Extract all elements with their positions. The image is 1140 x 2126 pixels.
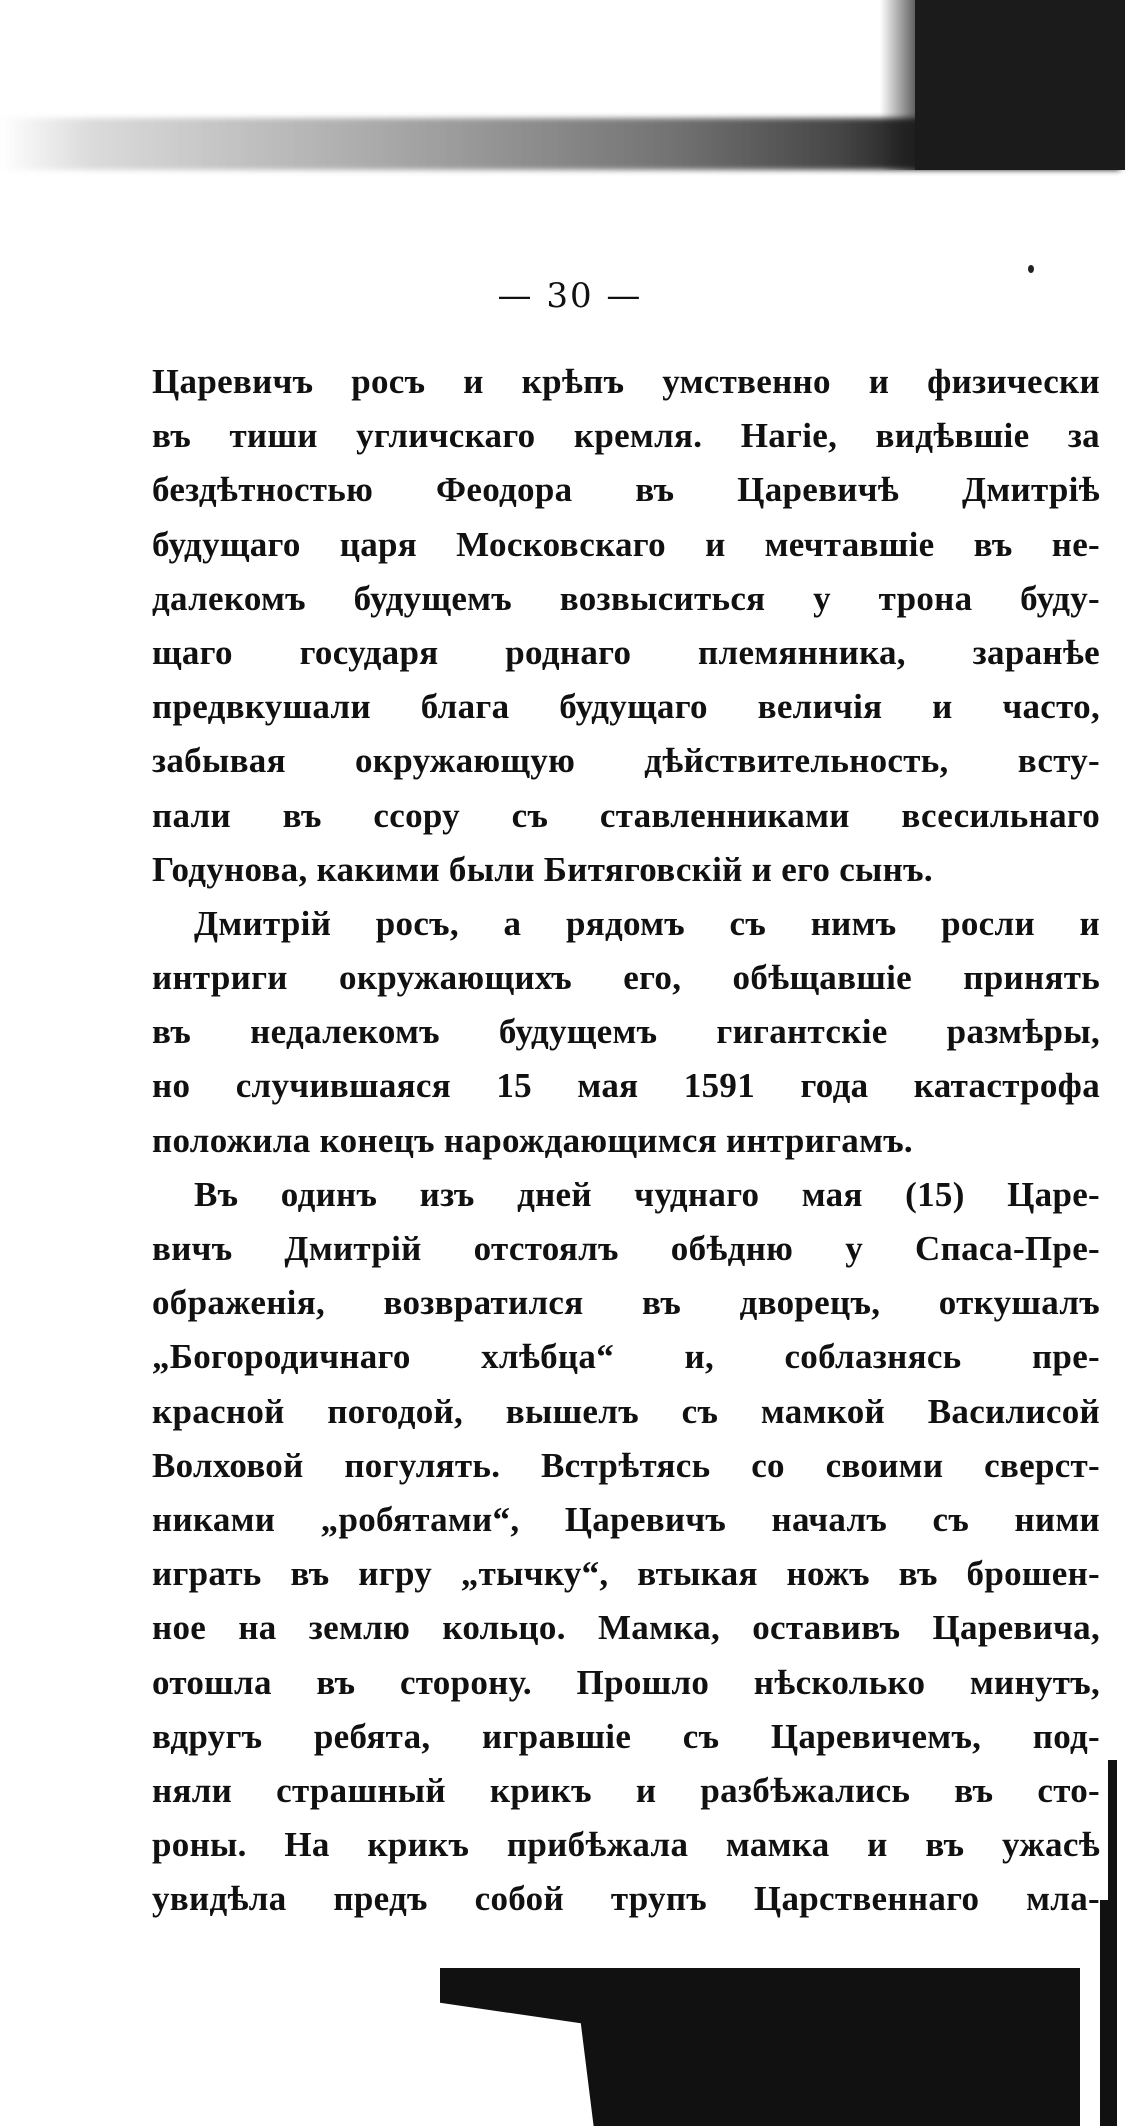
text-line: вдругъ ребята, игравшіе съ Царевичемъ, под- [152, 1716, 1100, 1756]
page-body-text [152, 355, 1100, 1926]
text-line: щаго государя роднаго племянника, заранѣе [152, 632, 1100, 672]
text-line: няли страшный крикъ и разбѣжались въ сто- [152, 1770, 1100, 1810]
text-line: „Богородичнаго хлѣбца“ и, соблазнясь пре- [152, 1337, 1100, 1377]
text-line: положила конецъ нарождающимся интригамъ. [152, 1120, 913, 1160]
scan-right-edge-bar [1108, 1760, 1117, 2126]
text-line: далекомъ будущемъ возвыситься у трона буду- [152, 578, 1100, 618]
scan-speck [1028, 265, 1034, 273]
text-line: Въ одинъ изъ дней чуднаго мая (15) Царе- [194, 1174, 1100, 1214]
text-line: играть въ игру „тычку“, втыкая ножъ въ брошен- [152, 1554, 1100, 1594]
text-line: забывая окружающую дѣйствительность, всту- [152, 741, 1100, 781]
text-line: пали въ ссору съ ставленниками всесильнаго [152, 795, 1100, 835]
page-number: — 30 — [497, 276, 643, 316]
scan-shadow-fade [880, 0, 920, 170]
text-line: вичъ Дмитрій отстоялъ обѣдню у Спаса-Пре- [152, 1229, 1100, 1268]
text-line: роны. На крикъ прибѣжала мамка и въ ужасѣ [152, 1825, 1100, 1865]
text-line: красной погодой, вышелъ съ мамкой Василисой [152, 1391, 1100, 1431]
text-line: въ тиши угличскаго кремля. Нагіе, видѣвшіе за [152, 416, 1100, 456]
text-line: но случившаяся 15 мая 1591 года катастрофа [152, 1066, 1100, 1106]
text-line: Волховой погулять. Встрѣтясь со своими сверст- [152, 1445, 1100, 1485]
text-line: Дмитрій росъ, а рядомъ съ нимъ росли и [194, 903, 1100, 943]
text-line: интриги окружающихъ его, обѣщавшіе принять [152, 958, 1100, 998]
scan-right-edge-bar-inner [1100, 1900, 1108, 2126]
text-line: бездѣтностью Феодора въ Царевичѣ Дмитріѣ [152, 470, 1100, 510]
scan-dark-corner [915, 0, 1125, 170]
text-line: Царевичъ росъ и крѣпъ умственно и физически [152, 362, 1100, 401]
text-line: ное на землю кольцо. Мамка, оставивъ Царевича, [152, 1608, 1100, 1648]
text-line: предвкушали блага будущаго величія и часто, [152, 687, 1100, 727]
text-line: ображенія, возвратился въ дворецъ, откушалъ [152, 1283, 1100, 1323]
text-line: въ недалекомъ будущемъ гигантскіе размѣры, [152, 1012, 1100, 1052]
text-line: будущаго царя Московскаго и мечтавшіе въ не- [152, 524, 1100, 564]
text-line: никами „робятами“, Царевичъ началъ съ ними [152, 1499, 1100, 1539]
text-line: Годунова, какими были Битяговскій и его сынъ. [152, 849, 933, 889]
text-line: увидѣла предъ собой трупъ Царственнаго мла- [152, 1879, 1100, 1919]
text-line: отошла въ сторону. Прошло нѣсколько минутъ, [152, 1662, 1100, 1702]
